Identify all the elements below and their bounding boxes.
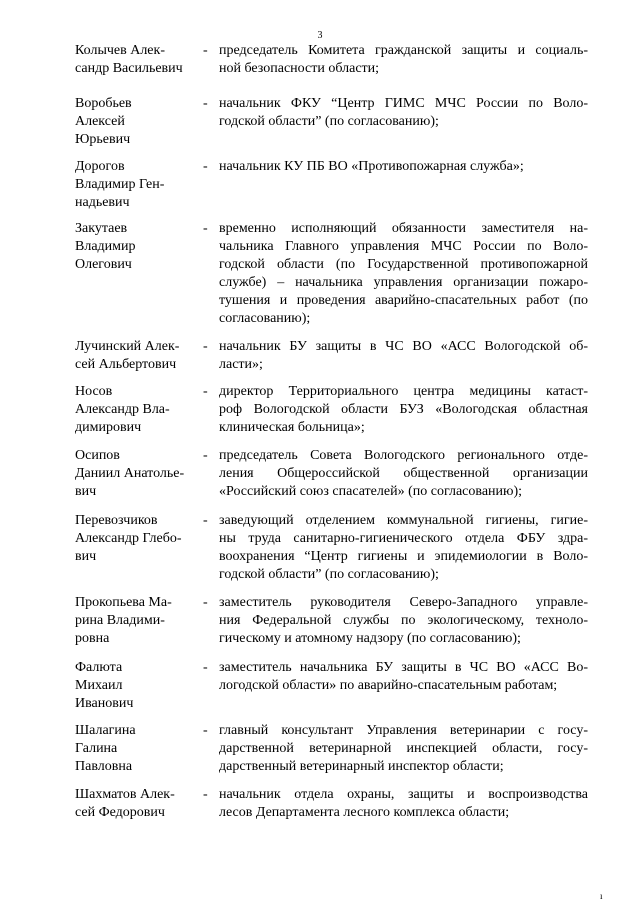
member-position-line: логодской области» по аварийно-спасательным работам;	[219, 678, 558, 693]
member-name-line: Юрьевич	[75, 132, 131, 147]
member-name-line: Владимир Ген-	[75, 177, 165, 192]
dash-separator: -	[203, 787, 208, 802]
member-name-line: Иванович	[75, 696, 134, 711]
member-position	[219, 338, 588, 374]
dash-separator: -	[203, 159, 208, 174]
member-position	[219, 220, 588, 328]
dash-separator: -	[203, 448, 208, 463]
member-name-line: Дорогов	[75, 159, 125, 174]
member-position	[219, 659, 588, 695]
member-position-line: гическому и атомному надзору (по согласованию);	[219, 631, 521, 646]
member-name	[75, 722, 203, 776]
member-name-line: рина Владими-	[75, 613, 165, 628]
member-name-line: вич	[75, 484, 97, 499]
member-position-line: заведующий отделением коммунальной гигиены, гигие-	[219, 513, 588, 528]
member-position-line: дарственной ветеринарной инспекцией области, госу-	[219, 741, 588, 756]
member-name-line: Колычев Алек-	[75, 43, 165, 58]
page-number: 3	[317, 30, 323, 41]
member-name-line: Александр Вла-	[75, 402, 170, 417]
member-position-line: воохранения “Центр гигиены и эпидемиологии в Воло-	[219, 549, 588, 564]
member-position-line: дарственный ветеринарный инспектор области;	[219, 759, 504, 774]
member-position-line: лесов Департамента лесного комплекса области;	[219, 805, 510, 820]
member-position	[219, 786, 588, 822]
member-position-line: заместитель начальника БУ защиты в ЧС ВО «АСС Во-	[219, 660, 588, 675]
member-name-line: сандр Васильевич	[75, 61, 183, 76]
member-name-line: Даниил Анатолье-	[75, 466, 185, 481]
dash-separator: -	[203, 595, 208, 610]
member-position	[219, 594, 588, 648]
member-position-line: роф Вологодской области БУЗ «Вологодская областная	[219, 402, 588, 417]
member-position-line: согласованию);	[219, 311, 311, 326]
member-position	[219, 447, 588, 501]
member-name-line: димирович	[75, 420, 142, 435]
member-position-line: тушения и проведения аварийно-спасательных работ (по	[219, 293, 588, 308]
member-position-line: временно исполняющий обязанности заместителя на-	[219, 221, 588, 236]
member-name	[75, 95, 203, 149]
member-name-line: сей Альбертович	[75, 357, 177, 372]
member-position	[219, 383, 588, 437]
member-name-line: Владимир	[75, 239, 136, 254]
member-position-line: ласти»;	[219, 357, 263, 372]
member-name	[75, 594, 203, 648]
member-position-line: ния Федеральной службы по экологическому, техноло-	[219, 613, 588, 628]
member-name	[75, 220, 203, 274]
member-name-line: надьевич	[75, 195, 130, 210]
member-name-line: Павловна	[75, 759, 133, 774]
member-name	[75, 512, 203, 566]
member-position-line: годской области” (по согласованию);	[219, 114, 439, 129]
member-position	[219, 158, 588, 176]
member-position-line: директор Территориального центра медицины катаст-	[219, 384, 588, 399]
member-name-line: Осипов	[75, 448, 120, 463]
member-name-line: Александр Глебо-	[75, 531, 182, 546]
member-name	[75, 338, 203, 374]
dash-separator: -	[203, 221, 208, 236]
member-name-line: сей Федорович	[75, 805, 165, 820]
dash-separator: -	[203, 723, 208, 738]
member-name-line: ровна	[75, 631, 110, 646]
member-position-line: «Российский союз спасателей» (по согласованию);	[219, 484, 523, 499]
dash-separator: -	[203, 43, 208, 58]
dash-separator: -	[203, 96, 208, 111]
member-name-line: Прокопьева Ма-	[75, 595, 172, 610]
member-name-line: Фалюта	[75, 660, 123, 675]
member-position-line: клиническая больница»;	[219, 420, 365, 435]
member-name	[75, 659, 203, 713]
member-name-line: Лучинский Алек-	[75, 339, 180, 354]
member-position-line: начальник ФКУ “Центр ГИМС МЧС России по Воло-	[219, 96, 588, 111]
member-name-line: Носов	[75, 384, 113, 399]
member-position-line: председатель Комитета гражданской защиты и социаль-	[219, 43, 588, 58]
member-position-line: заместитель руководителя Северо-Западного управле-	[219, 595, 588, 610]
corner-mark: ı	[600, 891, 603, 901]
member-position-line: службе) – начальника управления организации пожаро-	[219, 275, 588, 290]
member-name-line: Михаил	[75, 678, 123, 693]
member-name-line: Галина	[75, 741, 118, 756]
dash-separator: -	[203, 339, 208, 354]
dash-separator: -	[203, 384, 208, 399]
member-position	[219, 42, 588, 78]
member-position-line: начальник отдела охраны, защиты и воспроизводства	[219, 787, 588, 802]
member-name-line: Олегович	[75, 257, 132, 272]
member-name	[75, 786, 203, 822]
member-name-line: Перевозчиков	[75, 513, 158, 528]
member-position	[219, 95, 588, 131]
member-position-line: ны труда санитарно-гигиенического отдела ФБУ здра-	[219, 531, 588, 546]
member-name	[75, 447, 203, 501]
member-position-line: ления Общероссийской общественной организации	[219, 466, 588, 481]
member-position-line: главный консультант Управления ветеринарии с госу-	[219, 723, 588, 738]
member-name-line: Шахматов Алек-	[75, 787, 175, 802]
member-position-line: годской области” (по согласованию);	[219, 567, 439, 582]
member-position-line: чальника Главного управления МЧС России по Воло-	[219, 239, 588, 254]
member-name-line: Закутаев	[75, 221, 128, 236]
member-position-line: ной безопасности области;	[219, 61, 380, 76]
member-position	[219, 512, 588, 584]
member-name	[75, 158, 203, 212]
dash-separator: -	[203, 513, 208, 528]
member-name	[75, 383, 203, 437]
member-position-line: начальник КУ ПБ ВО «Противопожарная служба»;	[219, 159, 524, 174]
member-name-line: Воробьев	[75, 96, 132, 111]
member-name-line: Алексей	[75, 114, 125, 129]
member-position	[219, 722, 588, 776]
member-position-line: председатель Совета Вологодского регионального отде-	[219, 448, 588, 463]
member-name	[75, 42, 203, 78]
dash-separator: -	[203, 660, 208, 675]
member-name-line: вич	[75, 549, 97, 564]
member-position-line: начальник БУ защиты в ЧС ВО «АСС Вологодской об-	[219, 339, 588, 354]
member-position-line: годской области (по Государственной противопожарной	[219, 257, 588, 272]
member-name-line: Шалагина	[75, 723, 136, 738]
